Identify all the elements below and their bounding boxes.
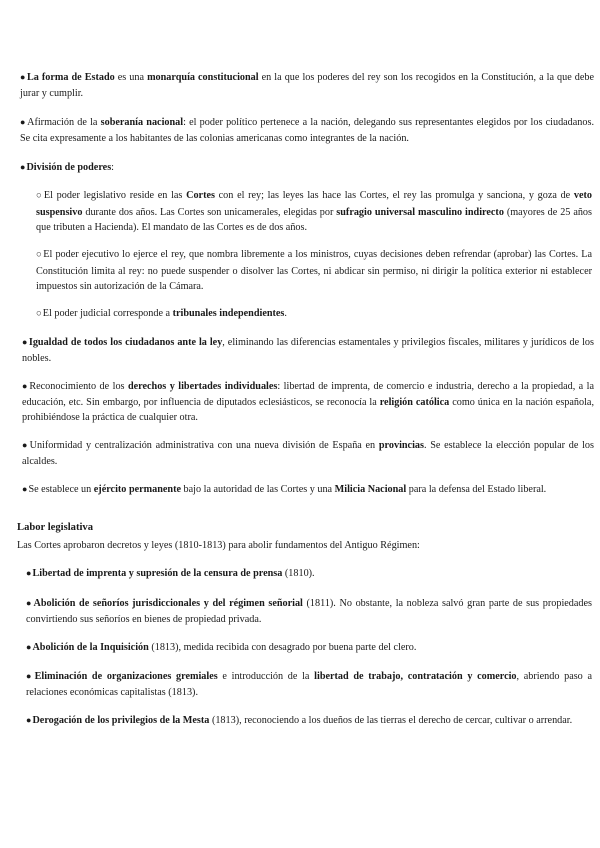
- bold-text: La forma de Estado: [26, 72, 115, 83]
- bullet-icon: ●: [26, 568, 32, 578]
- law-imprenta: ●Libertad de imprenta y supresión de la censura de prensa (1810).: [26, 568, 315, 579]
- item-derechos: ●Reconocimiento de los derechos y libertades individuales: libertad de imprenta, de comercio e industria, derecho a la propiedad, a la educación, etc. Sin embargo, por influencia de diputados eclesiásticos, se reconocía la religión católica como única en la nación española, prohibiéndose la práctica de cualquier otra.: [22, 381, 595, 424]
- bullet-icon: ●: [26, 715, 32, 725]
- bold-text: Milicia Nacional: [334, 484, 407, 495]
- sub-bullet-icon: ○: [36, 250, 43, 260]
- item-uniformidad: ●Uniformidad y centralización administrativa con una nueva división de España en provincias. Se establece la elección popular de los alcaldes.: [22, 440, 594, 467]
- subitem-judicial: ○El poder judicial corresponde a tribunales independientes.: [36, 308, 287, 319]
- item-forma-estado: ●La forma de Estado es una monarquía constitucional en la que los poderes del rey son los recogidos en la Constitución, a la que debe jurar y cumplir.: [20, 72, 595, 99]
- section-intro: Las Cortes aprobaron decretos y leyes (1810-1813) para abolir fundamentos del Antiguo Régimen:: [17, 540, 420, 551]
- bold-text: derechos y libertades individuales: [127, 381, 278, 392]
- subitem-ejecutivo: ○El poder ejecutivo lo ejerce el rey, que nombra libremente a los ministros, cuyas decisiones deben refrendar (aprobar) las Cortes. La Constitución limita al rey: no puede suspender o disolver las Cortes, ni abdicar sin permiso, ni dirigir la política exterior ni establecer impuestos sin autorización de la Cámara.: [36, 249, 592, 293]
- bold-text: monarquía constitucional: [147, 72, 259, 83]
- sub-bullet-icon: ○: [36, 191, 43, 201]
- law-mesta: ●Derogación de los privilegios de la Mesta (1813), reconociendo a los dueños de las tierras el derecho de cercar, cultivar o arrendar.: [26, 715, 573, 726]
- bold-text: tribunales independientes: [172, 308, 285, 319]
- item-division-poderes: ●División de poderes:: [20, 162, 114, 173]
- item-soberania: ●Afirmación de la soberanía nacional: el poder político pertenece a la nación, delegando sus representantes elegidos por los ciudadanos. Se cita expresamente a los habitantes de las colonias americanas como integrantes de la nación.: [20, 117, 594, 144]
- bold-text: Cortes: [186, 190, 215, 201]
- bold-text: Libertad de imprenta y supresión de la censura de prensa: [32, 568, 283, 579]
- bold-text: Abolición de la Inquisición: [32, 642, 149, 653]
- bullet-icon: ●: [26, 642, 32, 652]
- bold-text: División de poderes: [26, 162, 112, 173]
- sub-bullet-icon: ○: [36, 309, 42, 319]
- law-inquisicion: ●Abolición de la Inquisición (1813), medida recibida con desagrado por buena parte del clero.: [26, 642, 417, 653]
- law-gremios: ●Eliminación de organizaciones gremiales e introducción de la libertad de trabajo, contratación y comercio, abriendo paso a relaciones económicas capitalistas (1813).: [26, 671, 592, 698]
- bold-text: provincias: [378, 440, 424, 451]
- bullet-icon: ●: [20, 117, 27, 127]
- bullet-icon: ●: [26, 598, 33, 608]
- bold-text: libertad de trabajo, contratación y comercio: [314, 671, 517, 682]
- bullet-icon: ●: [22, 484, 28, 494]
- bullet-icon: ●: [26, 671, 34, 681]
- item-igualdad: ●Igualdad de todos los ciudadanos ante la ley, eliminando las diferencias estamentales y privilegios fiscales, militares y jurídicos de los nobles.: [22, 337, 594, 364]
- section-heading: Labor legislativa: [17, 522, 94, 533]
- bullet-icon: ●: [22, 381, 29, 391]
- item-ejercito: ●Se establece un ejército permanente bajo la autoridad de las Cortes y una Milicia Nacional para la defensa del Estado liberal.: [22, 484, 547, 495]
- law-senorios: ●Abolición de señoríos jurisdiccionales y del régimen señorial (1811). No obstante, la nobleza salvó gran parte de sus propiedades convirtiendo sus señoríos en bienes de propiedad privada.: [26, 598, 592, 625]
- bold-text: religión católica: [379, 396, 450, 408]
- bold-text: sufragio universal masculino indirecto: [336, 206, 504, 218]
- bullet-icon: ●: [22, 337, 28, 347]
- bullet-icon: ●: [20, 162, 26, 172]
- bullet-icon: ●: [22, 440, 29, 450]
- subitem-legislativo: ○El poder legislativo reside en las Cortes con el rey; las leyes las hace las Cortes, el rey las promulga y sanciona, y goza de veto suspensivo durante dos años. Las Cortes son unicamerales, elegidas por sufragio universal masculino indirecto (mayores de 25 años que tributen a Hacienda). El mandato de las Cortes es de dos años.: [36, 190, 592, 234]
- bold-text: Derogación de los privilegios de la Mesta: [32, 715, 210, 726]
- bold-text: ejército permanente: [93, 484, 181, 495]
- bold-text: veto suspensivo: [36, 190, 592, 218]
- bold-text: Eliminación de organizaciones gremiales: [34, 671, 218, 682]
- bullet-icon: ●: [20, 72, 26, 82]
- bold-text: Igualdad de todos los ciudadanos ante la ley: [28, 337, 223, 348]
- bold-text: soberanía nacional: [100, 117, 184, 128]
- bold-text: Abolición de señoríos jurisdiccionales y del régimen señorial: [33, 598, 303, 609]
